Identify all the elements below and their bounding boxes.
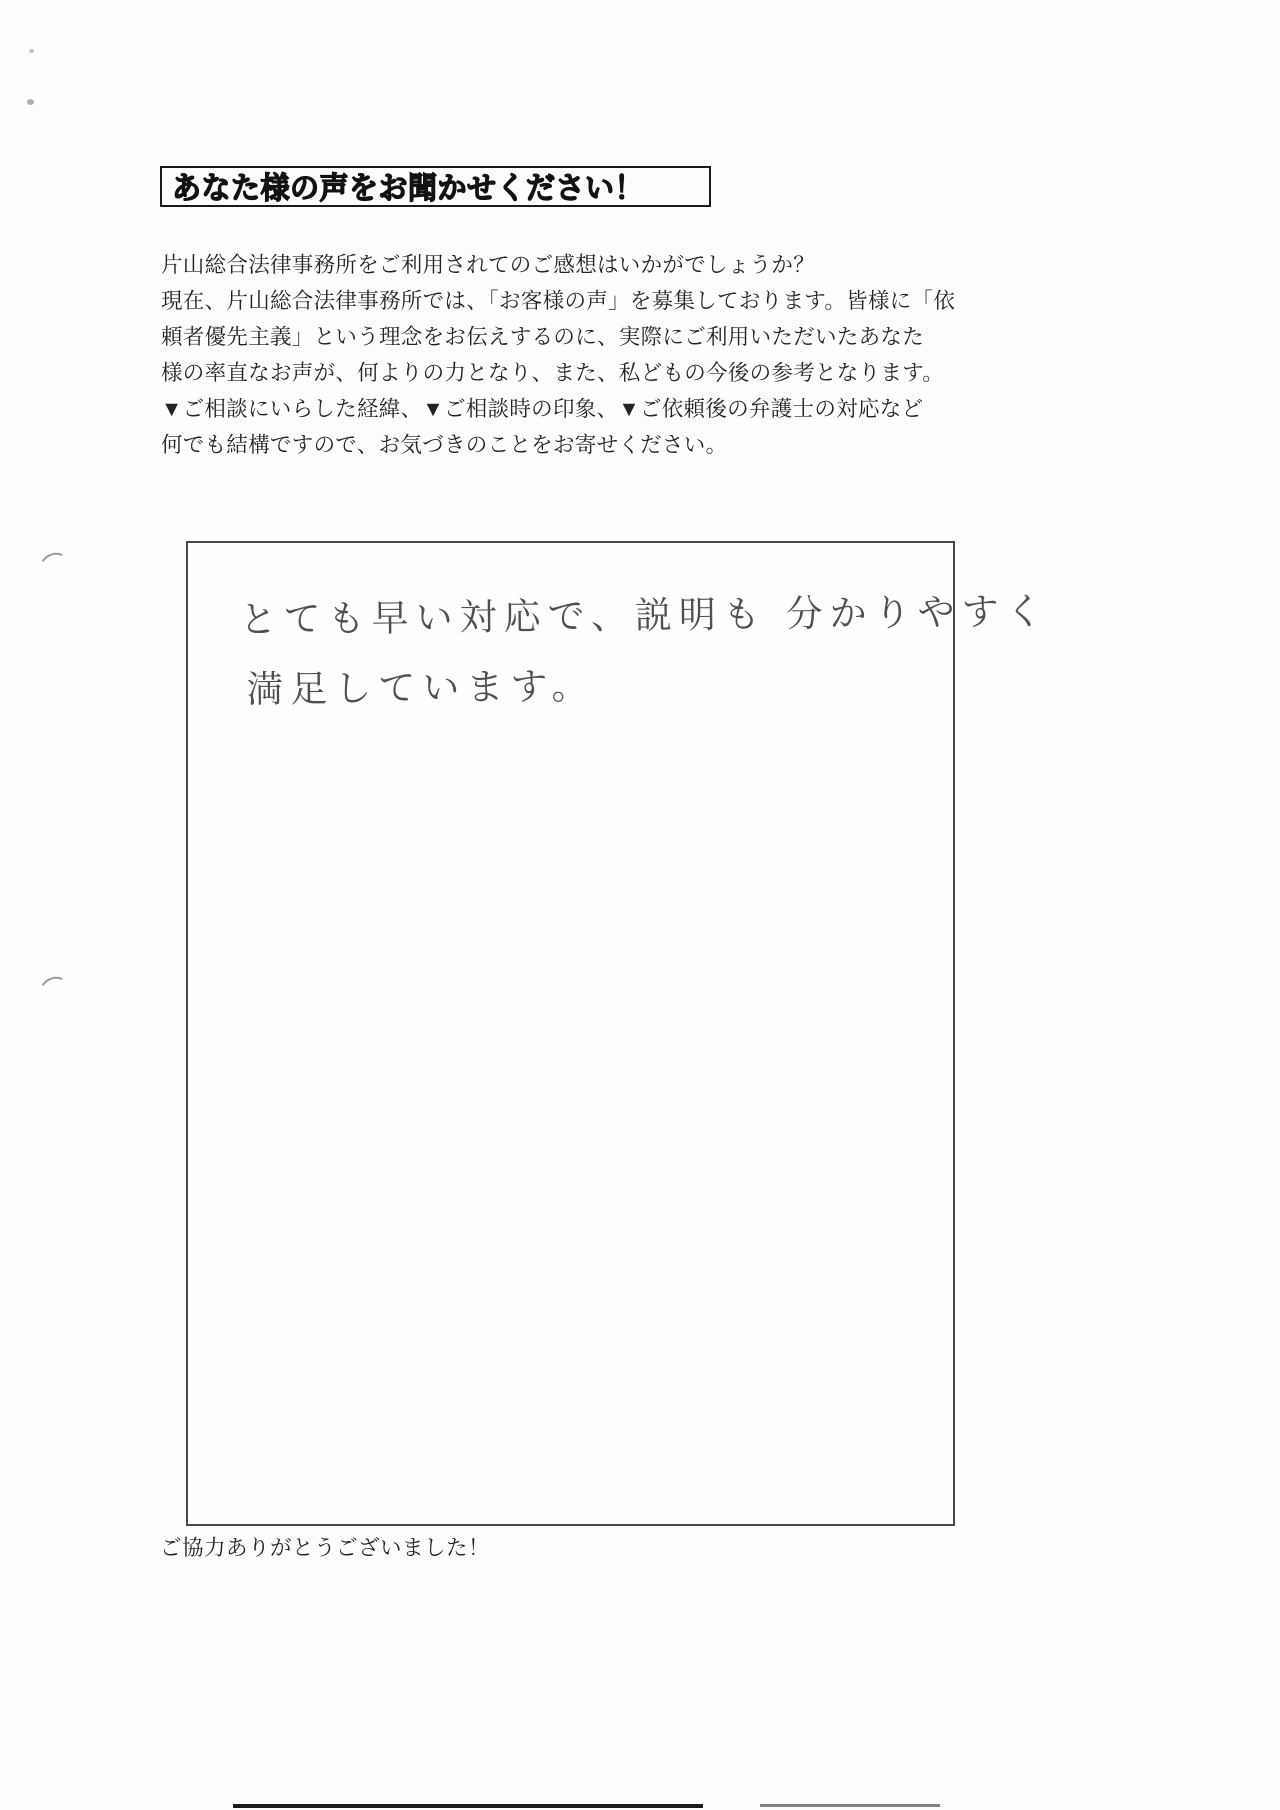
intro-line: 様の率直なお声が、何よりの力となり、また、私どもの今後の参考となります。 — [161, 361, 945, 385]
scan-speck — [29, 49, 34, 53]
form-title: あなた様の声をお聞かせください！ — [172, 172, 645, 206]
handwritten-line: とても早い対応で、説明も 分かりやすく — [239, 589, 1050, 642]
handwritten-line: 満足しています。 — [246, 664, 596, 712]
scan-edge-artifact — [760, 1804, 940, 1807]
hole-punch-mark — [37, 973, 74, 1007]
hole-punch-mark — [37, 549, 74, 583]
scan-edge-artifact — [233, 1804, 703, 1808]
intro-line: 頼者優先主義」という理念をお伝えするのに、実際にご利用いただいたあなた — [161, 325, 925, 349]
comment-response-box — [186, 541, 1050, 1526]
form-title-box — [160, 166, 711, 207]
scan-speck — [27, 99, 34, 105]
intro-paragraph — [161, 247, 1021, 463]
handwritten-comment — [239, 577, 1050, 725]
intro-line: 現在、片山総合法律事務所では、「お客様の声」を募集しております。皆様に「依 — [161, 289, 956, 313]
thank-you-text: ご協力ありがとうございました！ — [160, 1536, 491, 1560]
intro-line: ▼ご相談にいらした経緯、▼ご相談時の印象、▼ご依頼後の弁護士の対応など — [161, 397, 924, 421]
intro-line: 何でも結構ですので、お気づきのことをお寄せください。 — [161, 433, 728, 457]
intro-line: 片山総合法律事務所をご利用されてのご感想はいかがでしょうか？ — [161, 253, 816, 277]
